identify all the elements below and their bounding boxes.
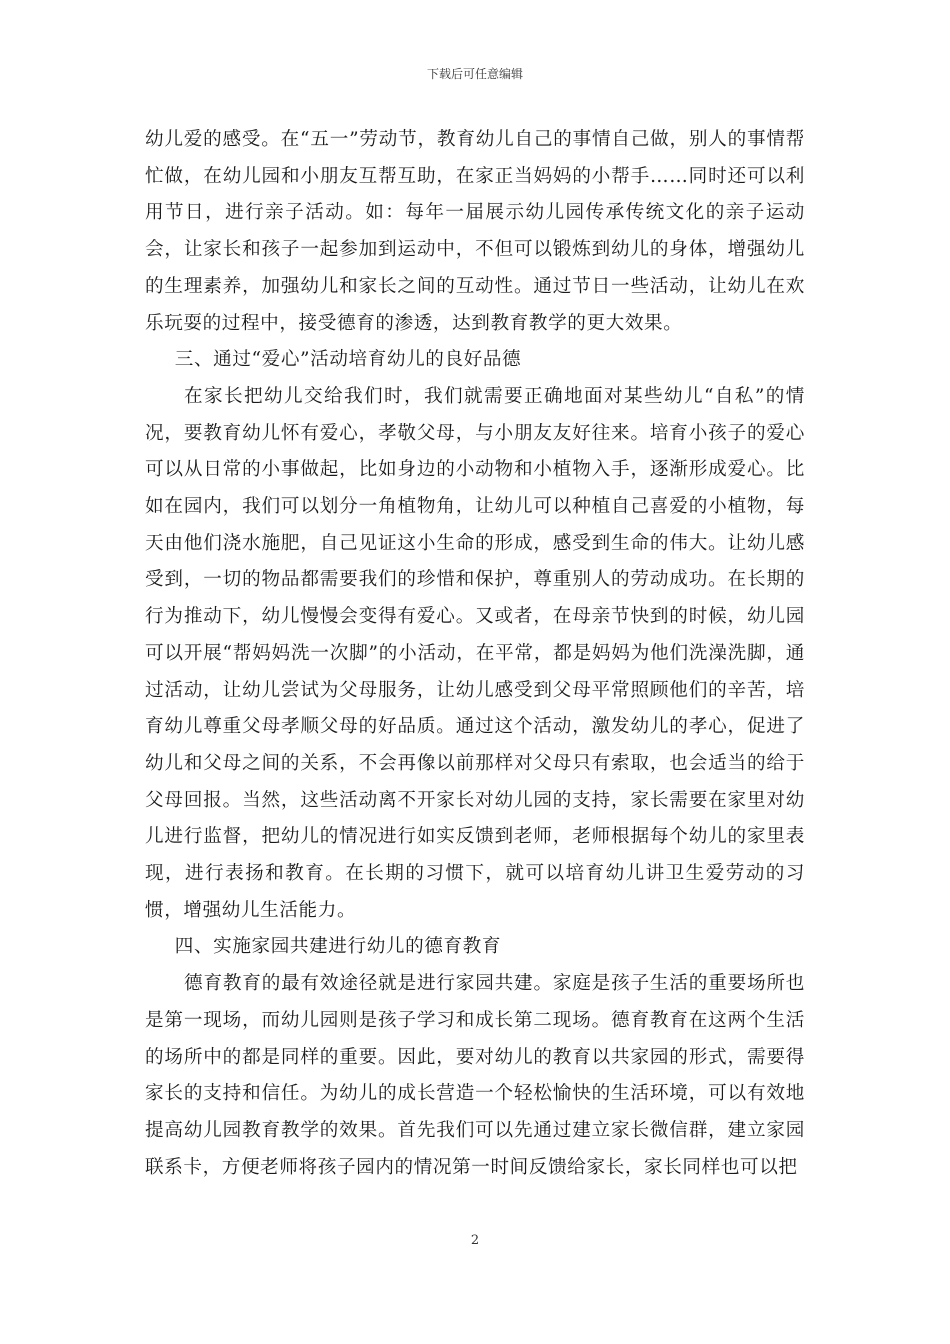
page-header: 下载后可任意编辑	[426, 67, 523, 81]
paragraph-home-school: 德育教育的最有效途径就是进行家园共建。家庭是孩子生活的重要场所也是第一现场，而幼儿园则是孩子学习和成长第二现场。德育教育在这两个生活的场所中的都是同样的重要。因此，要对幼儿的教育以共家园的形式，需要得家长的支持和信任。为幼儿的成长营造一个轻松愉快的生活环境，可以有效地提高幼儿园教育教学的效果。首先我们可以先通过建立家长微信群，建立家园联系卡，方便老师将孩子园内的情况第一时间反馈给家长，家长同样也可以把	[145, 973, 805, 1178]
page-number: 2	[470, 1233, 480, 1248]
section-heading-home-school: 四、实施家园共建进行幼儿的德育教育	[174, 936, 502, 958]
paragraph-festival-activities: 幼儿爱的感受。在“五一”劳动节，教育幼儿自己的事情自己做，别人的事情帮忙做，在幼儿园和小朋友互帮互助，在家正当妈妈的小帮手……同时还可以利用节日，进行亲子活动。如：每年一届展示幼儿园传承传统文化的亲子运动会，让家长和孩子一起参加到运动中，不但可以锻炼到幼儿的身体，增强幼儿的生理素养，加强幼儿和家长之间的互动性。通过节日一些活动，让幼儿在欢乐玩耍的过程中，接受德育的渗透，达到教育教学的更大效果。	[145, 129, 805, 334]
document-body	[145, 122, 805, 1186]
section-heading-love-activities: 三、通过“爱心”活动培育幼儿的良好品德	[174, 349, 522, 371]
paragraph-love-activities: 在家长把幼儿交给我们时，我们就需要正确地面对某些幼儿“自私”的情况，要教育幼儿怀有爱心，孝敬父母，与小朋友友好往来。培育小孩子的爱心可以从日常的小事做起，比如身边的小动物和小植物入手，逐渐形成爱心。比如在园内，我们可以划分一角植物角，让幼儿可以种植自己喜爱的小植物，每天由他们浇水施肥，自己见证这小生命的形成，感受到生命的伟大。让幼儿感受到，一切的物品都需要我们的珍惜和保护，尊重别人的劳动成功。在长期的行为推动下，幼儿慢慢会变得有爱心。又或者，在母亲节快到的时候，幼儿园可以开展“帮妈妈洗一次脚”的小活动，在平常，都是妈妈为他们洗澡洗脚，通过活动，让幼儿尝试为父母服务，让幼儿感受到父母平常照顾他们的辛苦，培育幼儿尊重父母孝顺父母的好品质。通过这个活动，激发幼儿的孝心，促进了幼儿和父母之间的关系，不会再像以前那样对父母只有索取，也会适当的给于父母回报。当然，这些活动离不开家长对幼儿园的支持，家长需要在家里对幼儿进行监督，把幼儿的情况进行如实反馈到老师，老师根据每个幼儿的家里表现，进行表扬和教育。在长期的习惯下，就可以培育幼儿讲卫生爱劳动的习惯，增强幼儿生活能力。	[145, 385, 805, 921]
